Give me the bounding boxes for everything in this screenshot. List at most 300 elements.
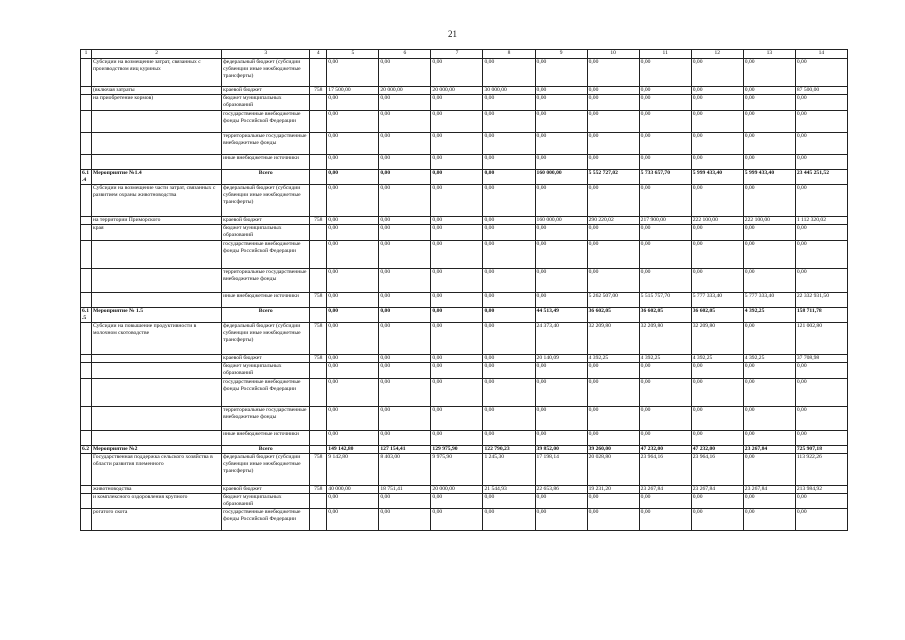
amount-cell: 0,00	[379, 155, 431, 170]
amount-cell: 4 392,25	[639, 355, 691, 363]
amount-cell: 24 373,40	[535, 323, 587, 355]
amount-cell: 4 392,25	[691, 355, 743, 363]
amount-cell: 20 000,00	[379, 87, 431, 95]
amount-cell: 23 267,84	[743, 486, 795, 494]
amount-cell: 0,00	[327, 293, 379, 308]
table-row	[81, 431, 848, 446]
amount-cell: 0,00	[743, 509, 795, 531]
amount-cell: 32 209,80	[639, 323, 691, 355]
amount-cell: 5 777 333,40	[691, 293, 743, 308]
amount-cell: 0,00	[691, 185, 743, 217]
amount-cell: 0,00	[379, 185, 431, 217]
measure-name-cell: Государственная поддержка сельского хозяйства в области развития племенного	[92, 454, 222, 486]
amount-cell: 1 112 320,02	[795, 217, 847, 225]
amount-cell: 0,00	[431, 155, 483, 170]
amount-cell: 122 790,23	[483, 446, 535, 454]
amount-cell: 0,00	[431, 323, 483, 355]
measure-name-cell	[92, 407, 222, 431]
amount-cell: 5 999 433,40	[691, 170, 743, 185]
amount-cell: 0,00	[691, 155, 743, 170]
funding-source-cell: иные внебюджетные источники	[222, 293, 310, 308]
amount-cell: 0,00	[431, 269, 483, 293]
amount-cell: 0,00	[639, 379, 691, 407]
amount-cell: 0,00	[483, 217, 535, 225]
column-number: 9	[535, 50, 587, 59]
amount-cell: 0,00	[483, 323, 535, 355]
measure-name-cell: Мероприятие №1.4	[92, 170, 222, 185]
amount-cell: 0,00	[691, 87, 743, 95]
amount-cell: 222 100,00	[743, 217, 795, 225]
amount-cell: 44 513,49	[535, 308, 587, 323]
amount-cell: 0,00	[327, 308, 379, 323]
amount-cell: 0,00	[743, 241, 795, 269]
amount-cell: 0,00	[691, 407, 743, 431]
amount-cell: 9 975,90	[431, 454, 483, 486]
amount-cell: 0,00	[691, 59, 743, 87]
amount-cell: 149 142,80	[327, 446, 379, 454]
amount-cell: 23 267,84	[691, 486, 743, 494]
amount-cell: 0,00	[327, 379, 379, 407]
amount-cell: 0,00	[639, 407, 691, 431]
column-number: 2	[92, 50, 222, 59]
amount-cell: 0,00	[483, 407, 535, 431]
amount-cell: 0,00	[327, 185, 379, 217]
amount-cell: 0,00	[639, 431, 691, 446]
amount-cell: 0,00	[431, 355, 483, 363]
amount-cell: 32 209,80	[587, 323, 639, 355]
amount-cell: 0,00	[535, 293, 587, 308]
amount-cell: 23 964,16	[691, 454, 743, 486]
amount-cell: 0,00	[691, 431, 743, 446]
grbs-code-cell	[310, 111, 327, 133]
amount-cell: 0,00	[327, 59, 379, 87]
amount-cell: 0,00	[743, 494, 795, 509]
amount-cell: 0,00	[691, 111, 743, 133]
amount-cell: 0,00	[535, 269, 587, 293]
amount-cell: 0,00	[431, 185, 483, 217]
amount-cell: 0,00	[535, 111, 587, 133]
amount-cell: 0,00	[587, 241, 639, 269]
amount-cell: 0,00	[483, 308, 535, 323]
measure-name-cell	[92, 269, 222, 293]
amount-cell: 0,00	[795, 59, 847, 87]
amount-cell: 0,00	[483, 494, 535, 509]
amount-cell: 0,00	[795, 155, 847, 170]
grbs-code-cell	[310, 407, 327, 431]
amount-cell: 0,00	[587, 225, 639, 241]
row-index-cell	[81, 355, 92, 363]
amount-cell: 0,00	[535, 133, 587, 155]
column-number: 3	[222, 50, 310, 59]
amount-cell: 0,00	[691, 269, 743, 293]
table-row	[81, 363, 848, 379]
amount-cell: 213 984,92	[795, 486, 847, 494]
amount-cell: 0,00	[743, 323, 795, 355]
amount-cell: 18 751,41	[379, 486, 431, 494]
amount-cell: 0,00	[327, 509, 379, 531]
amount-cell: 5 262 507,00	[587, 293, 639, 308]
grbs-code-cell	[310, 431, 327, 446]
amount-cell: 23 445 251,52	[795, 170, 847, 185]
row-index-cell: 6.2	[81, 446, 92, 454]
amount-cell: 0,00	[483, 431, 535, 446]
amount-cell: 0,00	[743, 155, 795, 170]
amount-cell: 0,00	[431, 95, 483, 111]
amount-cell: 0,00	[535, 363, 587, 379]
amount-cell: 0,00	[483, 509, 535, 531]
amount-cell: 47 232,00	[691, 446, 743, 454]
amount-cell: 0,00	[431, 379, 483, 407]
amount-cell: 5 999 433,40	[743, 170, 795, 185]
amount-cell: 0,00	[639, 133, 691, 155]
grbs-code-cell	[310, 269, 327, 293]
amount-cell: 222 100,00	[691, 217, 743, 225]
amount-cell: 0,00	[535, 494, 587, 509]
table-row	[81, 170, 848, 185]
amount-cell: 0,00	[327, 95, 379, 111]
amount-cell: 0,00	[327, 241, 379, 269]
amount-cell: 0,00	[691, 133, 743, 155]
row-index-cell	[81, 133, 92, 155]
amount-cell: 9 142,80	[327, 454, 379, 486]
measure-name-cell: Субсидии на повышение продуктивности в молочном скотоводстве	[92, 323, 222, 355]
amount-cell: 0,00	[587, 379, 639, 407]
column-number: 11	[639, 50, 691, 59]
funding-source-cell: государственные внебюджетные фонды Российской Федерации	[222, 379, 310, 407]
measure-name-cell	[92, 293, 222, 308]
amount-cell: 0,00	[691, 509, 743, 531]
amount-cell: 0,00	[379, 308, 431, 323]
funding-source-cell: краевой бюджет	[222, 87, 310, 95]
funding-source-cell: территориальные государственные внебюджетные фонды	[222, 407, 310, 431]
table-row	[81, 269, 848, 293]
amount-cell: 0,00	[483, 185, 535, 217]
grbs-code-cell	[310, 446, 327, 454]
amount-cell: 23 267,84	[639, 486, 691, 494]
amount-cell: 0,00	[483, 241, 535, 269]
row-index-cell	[81, 225, 92, 241]
table-row	[81, 225, 848, 241]
amount-cell: 0,00	[639, 509, 691, 531]
amount-cell: 20 000,00	[431, 486, 483, 494]
funding-source-cell: краевой бюджет	[222, 486, 310, 494]
grbs-code-cell: 758	[310, 355, 327, 363]
table-row	[81, 323, 848, 355]
amount-cell: 0,00	[379, 509, 431, 531]
grbs-code-cell	[310, 494, 327, 509]
amount-cell: 0,00	[535, 225, 587, 241]
table-row	[81, 355, 848, 363]
amount-cell: 0,00	[327, 170, 379, 185]
column-number: 10	[587, 50, 639, 59]
amount-cell: 0,00	[379, 323, 431, 355]
measure-name-cell	[92, 431, 222, 446]
amount-cell: 0,00	[535, 87, 587, 95]
amount-cell: 8 403,00	[379, 454, 431, 486]
amount-cell: 0,00	[535, 379, 587, 407]
row-index-cell	[81, 155, 92, 170]
amount-cell: 5 733 657,70	[639, 170, 691, 185]
amount-cell: 0,00	[639, 111, 691, 133]
amount-cell: 0,00	[535, 509, 587, 531]
row-index-cell: 6.1.5	[81, 308, 92, 323]
amount-cell: 0,00	[379, 379, 431, 407]
amount-cell: 0,00	[639, 225, 691, 241]
amount-cell: 160 000,00	[535, 217, 587, 225]
amount-cell: 0,00	[691, 95, 743, 111]
amount-cell: 0,00	[483, 355, 535, 363]
amount-cell: 0,00	[483, 225, 535, 241]
amount-cell: 36 602,05	[691, 308, 743, 323]
amount-cell: 5 777 333,40	[743, 293, 795, 308]
amount-cell: 0,00	[431, 293, 483, 308]
measure-name-cell	[92, 155, 222, 170]
amount-cell: 0,00	[327, 133, 379, 155]
table-header-row	[81, 50, 848, 59]
amount-cell: 0,00	[431, 363, 483, 379]
measure-name-cell: животноводства	[92, 486, 222, 494]
row-index-cell	[81, 454, 92, 486]
measure-name-cell: и комплексного оздоровления крупного	[92, 494, 222, 509]
amount-cell: 0,00	[379, 355, 431, 363]
amount-cell: 0,00	[483, 363, 535, 379]
amount-cell: 0,00	[639, 269, 691, 293]
amount-cell: 19 231,20	[587, 486, 639, 494]
amount-cell: 0,00	[431, 308, 483, 323]
amount-cell: 0,00	[431, 407, 483, 431]
funding-source-cell: бюджет муниципальных образований	[222, 494, 310, 509]
grbs-code-cell	[310, 170, 327, 185]
table-row	[81, 59, 848, 87]
amount-cell: 0,00	[587, 509, 639, 531]
amount-cell: 0,00	[483, 155, 535, 170]
amount-cell: 0,00	[743, 87, 795, 95]
amount-cell: 0,00	[327, 269, 379, 293]
amount-cell: 0,00	[795, 95, 847, 111]
table-row	[81, 379, 848, 407]
amount-cell: 0,00	[587, 494, 639, 509]
measure-name-cell	[92, 111, 222, 133]
amount-cell: 127 154,41	[379, 446, 431, 454]
amount-cell: 0,00	[743, 59, 795, 87]
amount-cell: 0,00	[691, 363, 743, 379]
table-row	[81, 494, 848, 509]
table-row	[81, 308, 848, 323]
amount-cell: 0,00	[327, 155, 379, 170]
amount-cell: 0,00	[431, 431, 483, 446]
funding-source-cell: федеральный бюджет (субсидии субвенции иные межбюджетные трансферты)	[222, 454, 310, 486]
amount-cell: 0,00	[483, 269, 535, 293]
amount-cell: 0,00	[483, 133, 535, 155]
amount-cell: 0,00	[327, 363, 379, 379]
amount-cell: 0,00	[379, 269, 431, 293]
measure-name-cell	[92, 241, 222, 269]
grbs-code-cell: 758	[310, 486, 327, 494]
amount-cell: 0,00	[535, 241, 587, 269]
column-number: 4	[310, 50, 327, 59]
row-index-cell	[81, 379, 92, 407]
amount-cell: 0,00	[483, 293, 535, 308]
amount-cell: 0,00	[795, 225, 847, 241]
measure-name-cell	[92, 355, 222, 363]
table-row	[81, 111, 848, 133]
table-row	[81, 486, 848, 494]
amount-cell: 113 922,26	[795, 454, 847, 486]
funding-source-cell: иные внебюджетные источники	[222, 431, 310, 446]
amount-cell: 0,00	[587, 431, 639, 446]
row-index-cell	[81, 87, 92, 95]
funding-source-cell: краевой бюджет	[222, 355, 310, 363]
amount-cell: 0,00	[327, 431, 379, 446]
amount-cell: 0,00	[743, 379, 795, 407]
amount-cell: 0,00	[327, 407, 379, 431]
amount-cell: 217 900,00	[639, 217, 691, 225]
row-index-cell	[81, 95, 92, 111]
amount-cell: 0,00	[691, 379, 743, 407]
amount-cell: 0,00	[535, 407, 587, 431]
amount-cell: 0,00	[535, 155, 587, 170]
row-index-cell	[81, 363, 92, 379]
amount-cell: 36 602,05	[639, 308, 691, 323]
funding-source-cell: федеральный бюджет (субсидии субвенции иные межбюджетные трансферты)	[222, 185, 310, 217]
grbs-code-cell	[310, 133, 327, 155]
amount-cell: 0,00	[379, 170, 431, 185]
amount-cell: 5 515 757,70	[639, 293, 691, 308]
grbs-code-cell	[310, 155, 327, 170]
amount-cell: 0,00	[795, 185, 847, 217]
amount-cell: 0,00	[691, 494, 743, 509]
grbs-code-cell	[310, 363, 327, 379]
amount-cell: 0,00	[743, 111, 795, 133]
amount-cell: 0,00	[795, 407, 847, 431]
funding-source-cell: федеральный бюджет (субсидии субвенции иные межбюджетные трансферты)	[222, 323, 310, 355]
budget-table	[80, 49, 848, 531]
column-number: 7	[431, 50, 483, 59]
funding-source-cell: государственные внебюджетные фонды Российской Федерации	[222, 111, 310, 133]
amount-cell: 20 140,09	[535, 355, 587, 363]
row-index-cell	[81, 323, 92, 355]
amount-cell: 32 209,80	[691, 323, 743, 355]
amount-cell: 0,00	[639, 185, 691, 217]
amount-cell: 0,00	[587, 111, 639, 133]
table-row	[81, 241, 848, 269]
table-row	[81, 87, 848, 95]
table-row	[81, 185, 848, 217]
row-index-cell	[81, 509, 92, 531]
row-index-cell	[81, 486, 92, 494]
funding-source-cell: краевой бюджет	[222, 217, 310, 225]
amount-cell: 0,00	[587, 155, 639, 170]
amount-cell: 0,00	[327, 494, 379, 509]
amount-cell: 0,00	[743, 363, 795, 379]
amount-cell: 0,00	[691, 241, 743, 269]
amount-cell: 0,00	[379, 133, 431, 155]
row-index-cell	[81, 59, 92, 87]
measure-name-cell: Субсидии на возмещение затрат, связанных с производством яиц куриных	[92, 59, 222, 87]
page-number: 21	[448, 29, 457, 39]
funding-source-cell: Всего	[222, 170, 310, 185]
amount-cell: 0,00	[587, 95, 639, 111]
table-row	[81, 293, 848, 308]
row-index-cell	[81, 269, 92, 293]
grbs-code-cell: 758	[310, 323, 327, 355]
amount-cell: 0,00	[379, 241, 431, 269]
row-index-cell	[81, 111, 92, 133]
column-number: 8	[483, 50, 535, 59]
amount-cell: 0,00	[431, 217, 483, 225]
amount-cell: 21 544,93	[483, 486, 535, 494]
row-index-cell	[81, 241, 92, 269]
table-row	[81, 217, 848, 225]
amount-cell: 4 392,25	[743, 355, 795, 363]
grbs-code-cell	[310, 59, 327, 87]
table-row	[81, 446, 848, 454]
amount-cell: 0,00	[431, 241, 483, 269]
amount-cell: 0,00	[379, 407, 431, 431]
grbs-code-cell: 758	[310, 293, 327, 308]
amount-cell: 4 392,25	[743, 308, 795, 323]
amount-cell: 30 000,00	[483, 87, 535, 95]
amount-cell: 0,00	[483, 379, 535, 407]
amount-cell: 725 907,18	[795, 446, 847, 454]
grbs-code-cell: 758	[310, 454, 327, 486]
table-row	[81, 407, 848, 431]
amount-cell: 0,00	[639, 241, 691, 269]
measure-name-cell: на приобретение кормов)	[92, 95, 222, 111]
amount-cell: 0,00	[327, 225, 379, 241]
amount-cell: 0,00	[379, 293, 431, 308]
grbs-code-cell: 758	[310, 87, 327, 95]
amount-cell: 0,00	[483, 95, 535, 111]
amount-cell: 23 964,16	[639, 454, 691, 486]
amount-cell: 0,00	[327, 111, 379, 133]
funding-source-cell: государственные внебюджетные фонды Российской Федерации	[222, 509, 310, 531]
amount-cell: 0,00	[795, 363, 847, 379]
amount-cell: 87 500,00	[795, 87, 847, 95]
amount-cell: 0,00	[795, 494, 847, 509]
amount-cell: 0,00	[379, 217, 431, 225]
grbs-code-cell	[310, 185, 327, 217]
measure-name-cell: Субсидии на возмещение части затрат, связанных с развитием охраны животноводства	[92, 185, 222, 217]
amount-cell: 290 220,02	[587, 217, 639, 225]
table-row	[81, 95, 848, 111]
amount-cell: 17 500,00	[327, 87, 379, 95]
amount-cell: 5 552 727,02	[587, 170, 639, 185]
amount-cell: 36 602,05	[587, 308, 639, 323]
amount-cell: 0,00	[431, 170, 483, 185]
amount-cell: 0,00	[743, 95, 795, 111]
amount-cell: 0,00	[483, 170, 535, 185]
funding-source-cell: Всего	[222, 308, 310, 323]
amount-cell: 0,00	[327, 217, 379, 225]
amount-cell: 20 000,00	[431, 87, 483, 95]
measure-name-cell: рогатого скота	[92, 509, 222, 531]
measure-name-cell: Мероприятие №2	[92, 446, 222, 454]
amount-cell: 23 267,84	[743, 446, 795, 454]
column-number: 5	[327, 50, 379, 59]
amount-cell: 0,00	[743, 225, 795, 241]
measure-name-cell: на территории Приморского	[92, 217, 222, 225]
amount-cell: 0,00	[639, 363, 691, 379]
amount-cell: 0,00	[639, 95, 691, 111]
amount-cell: 0,00	[691, 225, 743, 241]
amount-cell: 0,00	[795, 133, 847, 155]
amount-cell: 0,00	[431, 133, 483, 155]
measure-name-cell	[92, 363, 222, 379]
column-number: 12	[691, 50, 743, 59]
amount-cell: 0,00	[587, 87, 639, 95]
amount-cell: 0,00	[795, 379, 847, 407]
